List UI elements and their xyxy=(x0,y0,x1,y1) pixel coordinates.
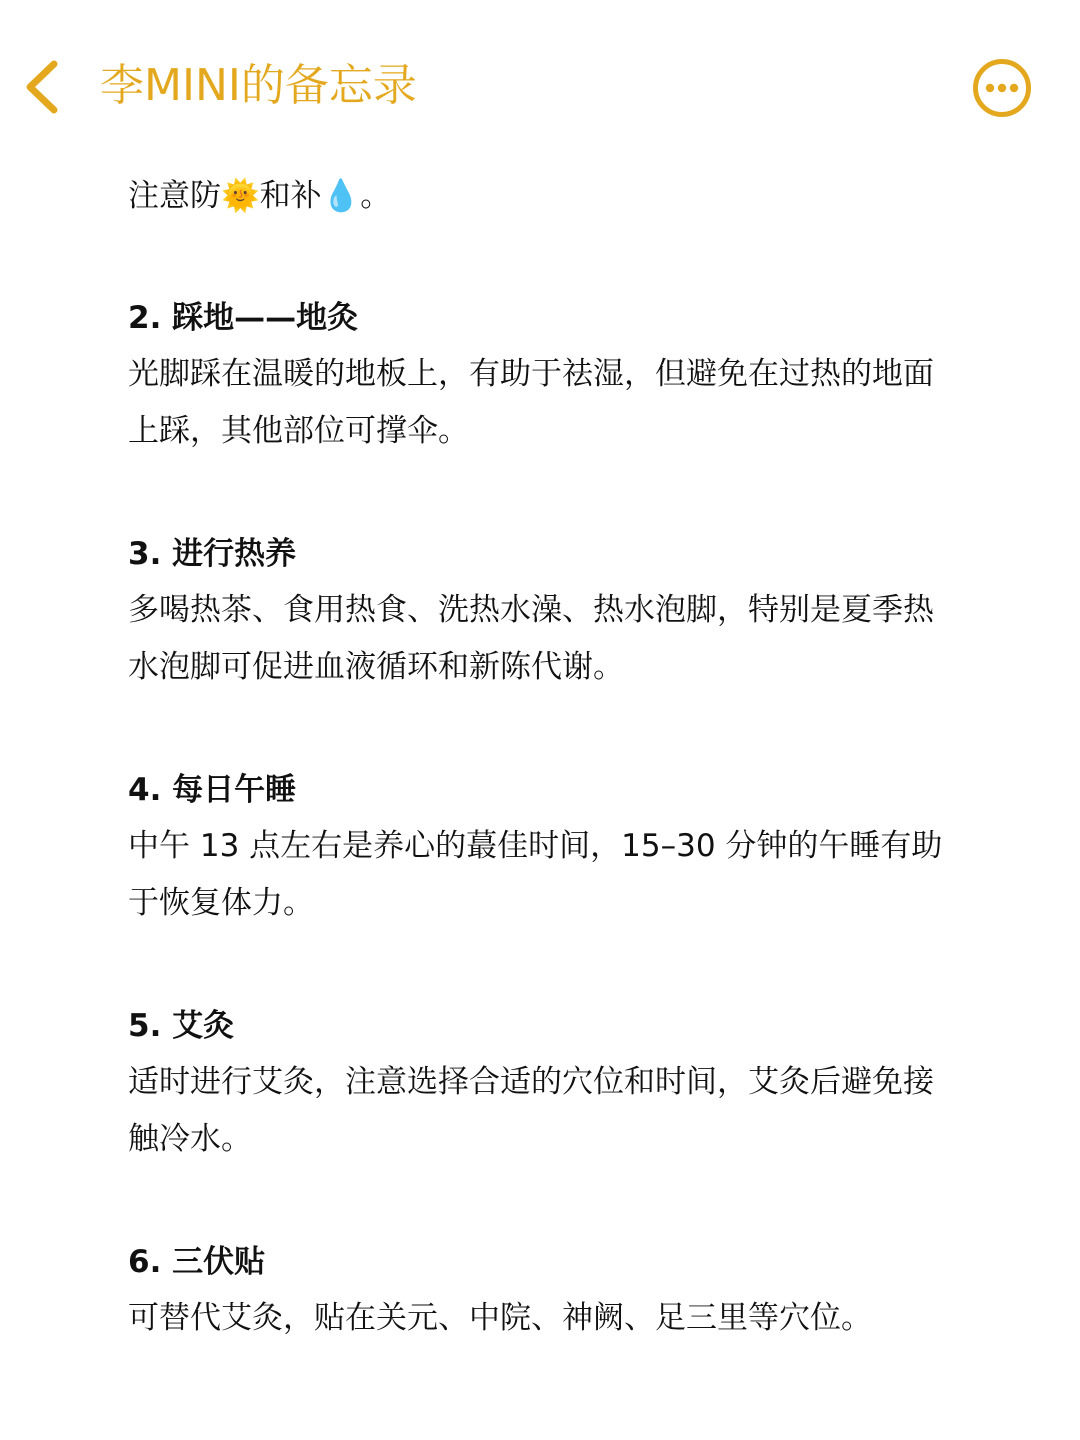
chevron-left-icon xyxy=(14,52,70,122)
section-body: 适时进行艾灸，注意选择合适的穴位和时间，艾灸后避免接触冷水。 xyxy=(128,1064,934,1157)
section-body: 可替代艾灸，贴在关元、中院、神阙、足三里等穴位。 xyxy=(128,1300,872,1336)
section-body: 光脚踩在温暖的地板上，有助于祛湿，但避免在过热的地面上踩，其他部位可撑伞。 xyxy=(128,356,934,449)
intro-suffix: 。 xyxy=(360,178,392,214)
intro-prefix: 注意防 xyxy=(128,178,221,214)
note-content[interactable] xyxy=(128,168,958,1347)
section-moxibustion xyxy=(128,1004,958,1168)
section-sanfu-patch xyxy=(128,1240,958,1347)
more-button[interactable] xyxy=(972,58,1032,118)
water-drop-icon: 💧 xyxy=(321,178,361,214)
section-title: 4. 每日午睡 xyxy=(128,772,297,808)
sun-icon: 🌞 xyxy=(221,178,260,214)
intro-line xyxy=(128,168,958,224)
nav-bar xyxy=(0,0,1080,170)
section-title: 2. 踩地——地灸 xyxy=(128,300,359,336)
intro-middle: 和补 xyxy=(259,178,322,214)
back-button[interactable] xyxy=(14,52,70,122)
section-warm-care xyxy=(128,532,958,696)
section-body: 中午 13 点左右是养心的蕞佳时间，15–30 分钟的午睡有助于恢复体力。 xyxy=(128,828,943,921)
section-title: 5. 艾灸 xyxy=(128,1008,235,1044)
section-nap xyxy=(128,768,958,932)
ellipsis-circle-icon xyxy=(972,58,1032,118)
page-title: 李MINI的备忘录 xyxy=(100,60,417,111)
section-title: 6. 三伏贴 xyxy=(128,1244,266,1280)
section-body: 多喝热茶、食用热食、洗热水澡、热水泡脚，特别是夏季热水泡脚可促进血液循环和新陈代谢。 xyxy=(128,592,934,685)
section-tread-ground xyxy=(128,296,958,460)
section-title: 3. 进行热养 xyxy=(128,536,297,572)
